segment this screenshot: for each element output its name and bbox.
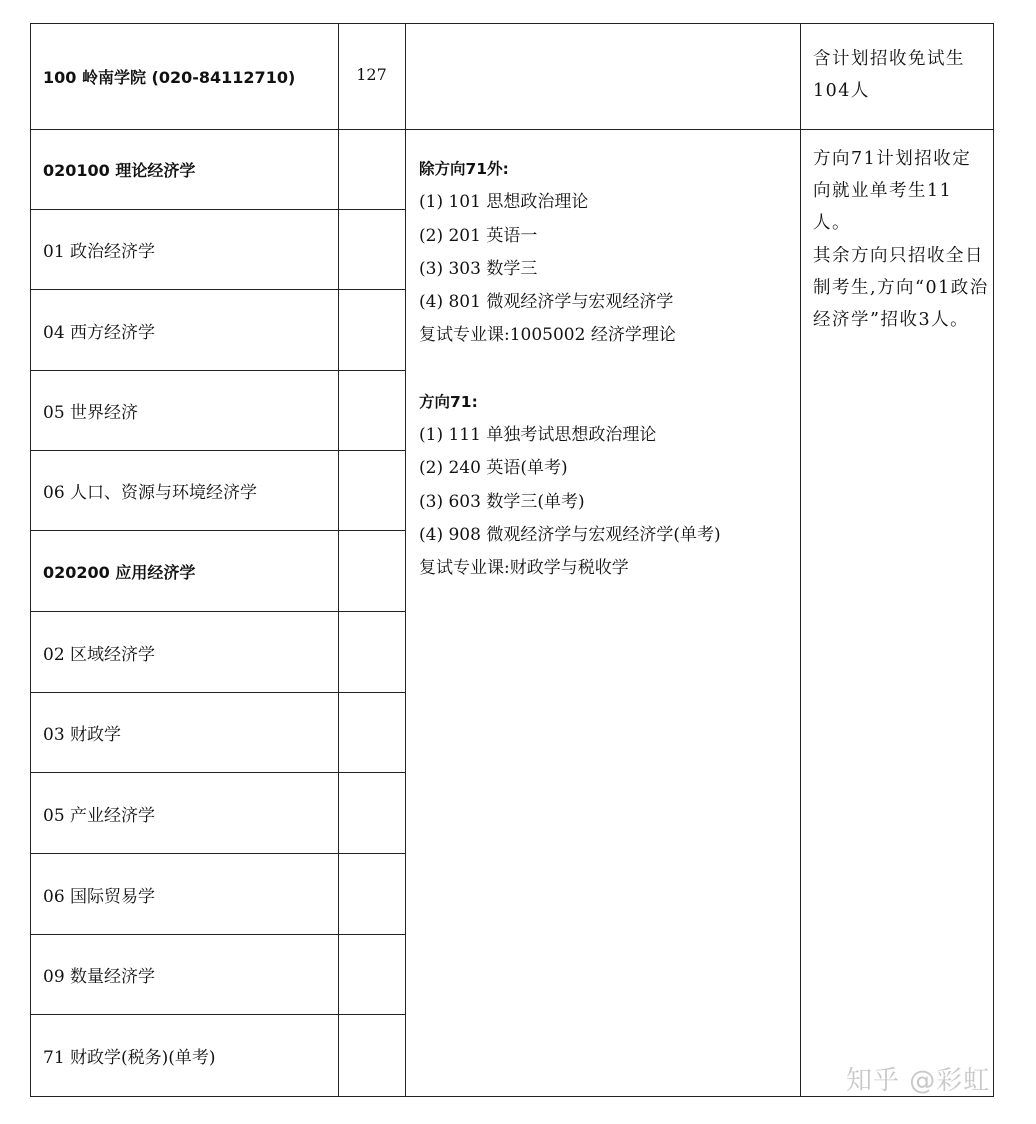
exam-group2-item: (2) 240 英语(单考): [419, 458, 568, 479]
major-row-06b: 06 国际贸易学: [43, 886, 156, 907]
remark-other-directions: 其余方向只招收全日制考生,方向“01政治经济学”招收3人。: [813, 246, 989, 330]
major-row-03: 03 财政学: [43, 725, 122, 745]
major-row-02: 02 区域经济学: [43, 644, 156, 665]
major-row-71: 71 财政学(税务)(单考): [43, 1048, 216, 1068]
exam-subjects: [419, 153, 801, 586]
exam-group1-item: (1) 101 思想政治理论: [419, 192, 589, 213]
major-row-020100: 020100 理论经济学: [43, 161, 196, 180]
exam-group1-item: (3) 303 数学三: [419, 258, 538, 279]
college-name: 100 岭南学院 (020-84112710): [43, 67, 296, 87]
exam-group2-item: (3) 603 数学三(单考): [419, 491, 585, 512]
exam-group1-title: 除方向71外:: [419, 160, 509, 178]
exam-group2-item: (4) 908 微观经济学与宏观经济学(单考): [419, 524, 721, 545]
exam-group1-retest: 复试专业课:1005002 经济学理论: [419, 325, 676, 346]
header-remark: 含计划招收免试生104人: [813, 49, 965, 101]
exam-group2-title: 方向71:: [419, 392, 478, 411]
major-row-05: 05 世界经济: [43, 403, 139, 423]
exam-group1-item: (4) 801 微观经济学与宏观经济学: [419, 292, 674, 313]
quota-count: 127: [356, 65, 387, 84]
enrollment-table: [30, 23, 994, 1097]
remark-direction-71: 方向71计划招收定向就业单考生11人。: [813, 149, 972, 233]
major-row-04: 04 西方经济学: [43, 322, 156, 343]
major-row-05b: 05 产业经济学: [43, 805, 156, 826]
watermark: 知乎 @彩虹: [846, 1066, 991, 1096]
exam-group2-item: (1) 111 单独考试思想政治理论: [419, 425, 657, 446]
major-row-09: 09 数量经济学: [43, 967, 156, 987]
major-row-020200: 020200 应用经济学: [43, 562, 196, 582]
exam-group2-retest: 复试专业课:财政学与税收学: [419, 558, 629, 579]
major-row-01: 01 政治经济学: [43, 242, 156, 262]
major-row-06: 06 人口、资源与环境经济学: [43, 483, 258, 503]
exam-group1-item: (2) 201 英语一: [419, 225, 538, 246]
